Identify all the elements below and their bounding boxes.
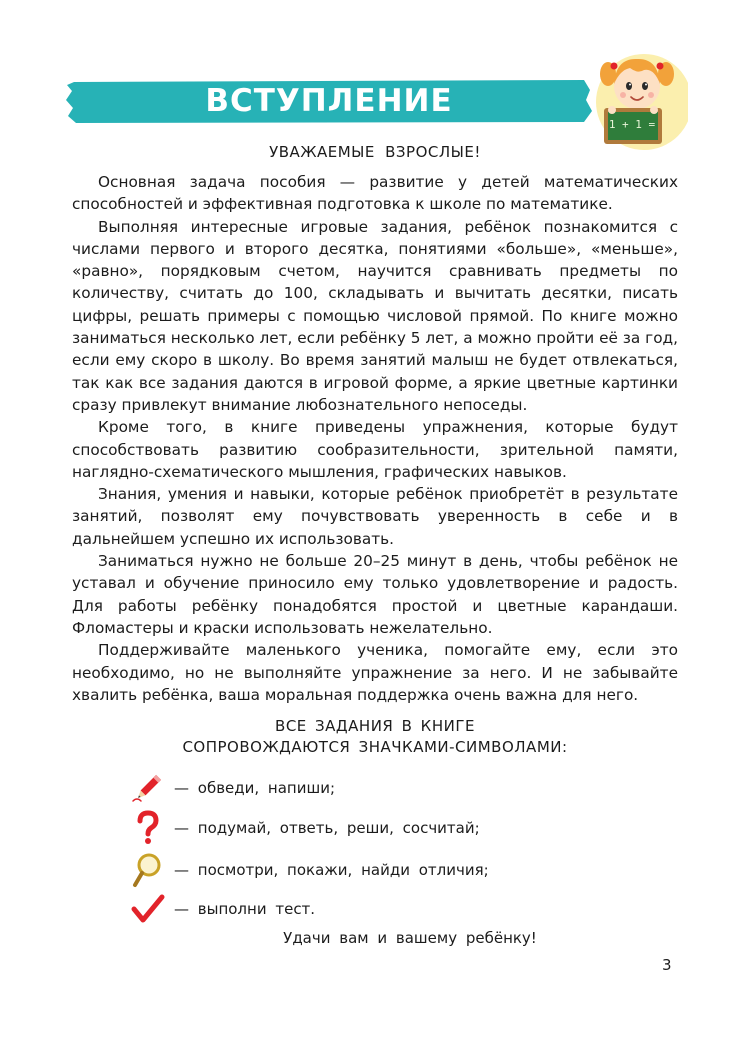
paragraph: Заниматься нужно не больше 20–25 минут в день, чтобы ребёнок не уставал и обучение приносило ему только удовлетворение и радость. Для работы ребёнку понадобятся простой и цветные карандаши. Фломастеры и краски использовать нежелательно. xyxy=(72,552,678,637)
paragraph: Поддерживайте маленького ученика, помогайте ему, если это необходимо, но не выполняйте упражнение за него. И не забывайте хвалить ребёнка, ваша моральная поддержка очень важна для него. xyxy=(72,641,678,704)
icons-heading-line: ВСЕ ЗАДАНИЯ В КНИГЕ xyxy=(275,717,475,735)
magnifying-glass-icon xyxy=(130,852,166,888)
paragraph: Знания, умения и навыки, которые ребёнок приобретёт в результате занятий, позволят ему почувствовать уверенность в себе и в дальнейшем успешно их использовать. xyxy=(72,485,678,548)
closing-wish: Удачи вам и вашему ребёнку! xyxy=(283,929,537,947)
legend-item-question xyxy=(130,810,480,846)
chalkboard-text: 1 + 1 = xyxy=(608,118,656,131)
icons-heading-line: СОПРОВОЖДАЮТСЯ ЗНАЧКАМИ-СИМВОЛАМИ: xyxy=(182,738,568,756)
introduction-text xyxy=(72,171,678,706)
page-number: 3 xyxy=(662,956,672,974)
legend-label: — подумай, ответь, реши, сосчитай; xyxy=(174,819,480,837)
section-banner xyxy=(64,78,594,124)
legend-label: — обведи, напиши; xyxy=(174,779,336,797)
legend-label: — выполни тест. xyxy=(174,900,316,918)
paragraph: Выполняя интересные игровые задания, ребёнок познакомится с числами первого и второго десятка, понятиями «больше», «меньше», «равно», порядковым счетом, научится сравнивать предметы по количеству, считать до 100, складывать и вычитать десятки, писать цифры, решать примеры с помощью числовой прямой. По книге можно заниматься несколько лет, если ребёнку 5 лет, а можно пройти её за год, если ему скоро в школу. Во время занятий малыш не будет отвлекаться, так как все задания даются в игровой форме, а яркие цветные картинки сразу привлекут внимание любознательного непоседы. xyxy=(72,217,678,414)
pencil-icon xyxy=(130,770,166,806)
greeting-heading: УВАЖАЕМЫЕ ВЗРОСЛЫЕ! xyxy=(269,143,481,161)
section-title: ВСТУПЛЕНИЕ xyxy=(205,83,453,119)
question-mark-icon xyxy=(130,810,166,846)
paragraph: Кроме того, в книге приведены упражнения, которые будут способствовать развитию сообразительности, зрительной памяти, наглядно-схематического мышления, графических навыков. xyxy=(72,418,678,481)
paragraph: Основная задача пособия — развитие у детей математических способностей и эффективная подготовка к школе по математике. xyxy=(72,173,678,214)
legend-label: — посмотри, покажи, найди отличия; xyxy=(174,861,489,879)
legend-item-checkmark xyxy=(130,891,315,927)
girl-with-chalkboard-illustration xyxy=(588,44,688,152)
legend-item-pencil xyxy=(130,770,335,806)
legend-item-magnifier xyxy=(130,852,489,888)
icons-heading xyxy=(72,716,678,758)
checkmark-icon xyxy=(130,891,166,927)
